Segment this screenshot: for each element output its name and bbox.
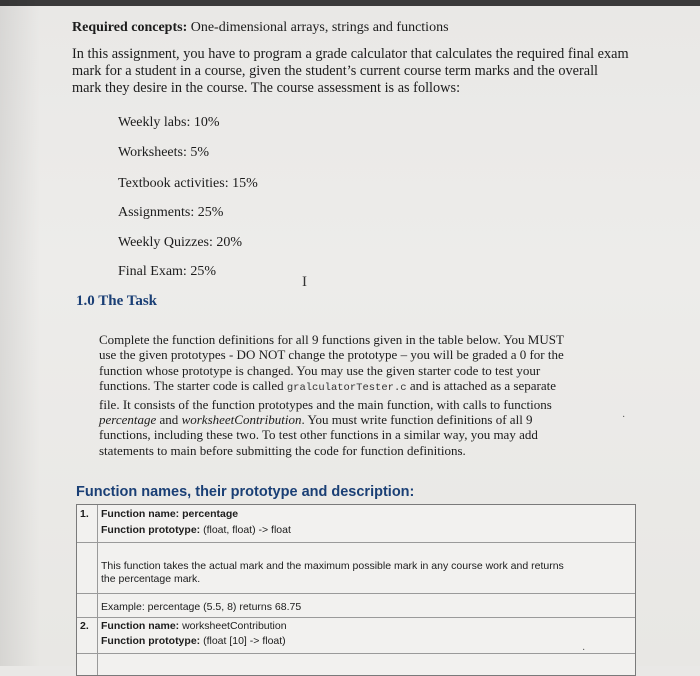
task-line: use the given prototypes - DO NOT change the prototype – you will be graded a 0 for the [99, 347, 564, 363]
task-text: . You must write function definitions of all 9 [301, 412, 533, 428]
required-concepts-label: Required concepts: [72, 20, 188, 35]
function-ref-percentage: percentage [99, 412, 157, 428]
function-name-label: Function name: [101, 620, 180, 632]
function-name: worksheetContribution [182, 620, 287, 632]
assessment-item-final-exam: Final Exam: 25% [118, 264, 216, 279]
stray-mark: · [622, 412, 626, 423]
task-line: functions, including these two. To test other functions in a similar way, you may add [99, 427, 538, 443]
assessment-item-labs: Weekly labs: 10% [118, 115, 220, 130]
task-paragraph [99, 332, 619, 458]
task-line: file. It consists of the function prototypes and the main function, with calls to functions [99, 396, 552, 412]
function-name: percentage [182, 508, 239, 520]
table-column-divider [97, 505, 98, 675]
function-name-label: Function name: [101, 508, 180, 520]
text-cursor-icon: I [302, 274, 307, 290]
table-row-divider [77, 653, 635, 654]
function-number: 2. [80, 620, 89, 632]
function-prototype-label: Function prototype: [101, 524, 201, 536]
task-line: statements to main before submitting the code for function definitions. [99, 442, 466, 458]
function-name-row [101, 508, 238, 520]
function-prototype: (float, float) -> float [203, 524, 291, 536]
required-concepts [72, 20, 449, 36]
section-title: 1.0 The Task [76, 293, 158, 309]
function-number: 1. [80, 508, 89, 520]
function-prototype-row [101, 524, 291, 536]
assessment-item-textbook: Textbook activities: 15% [118, 176, 258, 191]
task-text: functions. The starter code is called [99, 378, 287, 394]
intro-line: mark they desire in the course. The course assessment is as follows: [72, 80, 461, 96]
intro-line: mark for a student in a course, given the student’s current course term marks and the overall [72, 63, 599, 79]
task-line: Complete the function definitions for all 9 functions given in the table below. You MUST [99, 332, 564, 347]
function-prototype-label: Function prototype: [101, 635, 201, 647]
function-prototype-row [101, 635, 286, 647]
task-text: and [156, 412, 182, 428]
functions-table [76, 504, 636, 676]
task-text: and is attached as a separate [406, 378, 557, 394]
function-description-line: This function takes the actual mark and the maximum possible mark in any course work and returns [101, 560, 564, 572]
task-line: function whose prototype is changed. You may use the given starter code to test your [99, 362, 541, 378]
function-prototype: (float [10] -> float) [203, 635, 286, 647]
assessment-item-assignments: Assignments: 25% [118, 205, 224, 220]
function-ref-worksheet: worksheetContribution [181, 412, 302, 428]
function-example: Example: percentage (5.5, 8) returns 68.75 [101, 601, 302, 613]
task-line [99, 412, 619, 427]
stray-mark: · [582, 645, 586, 656]
table-row-divider [77, 617, 635, 618]
top-edge [0, 0, 700, 6]
page-shadow [0, 0, 40, 666]
assessment-item-quizzes: Weekly Quizzes: 20% [118, 235, 243, 250]
starter-code-filename: gralculatorTester.c [286, 382, 407, 395]
function-name-row [101, 620, 287, 632]
functions-heading: Function names, their prototype and description: [76, 484, 415, 500]
table-row-divider [77, 542, 635, 543]
table-row-divider [77, 593, 635, 594]
intro-paragraph [72, 46, 652, 97]
task-line [99, 378, 619, 396]
required-concepts-text: One-dimensional arrays, strings and functions [190, 20, 449, 35]
assessment-item-worksheets: Worksheets: 5% [118, 145, 210, 160]
function-description-line: the percentage mark. [101, 573, 201, 585]
intro-line: In this assignment, you have to program a grade calculator that calculates the required final exam [72, 46, 629, 62]
